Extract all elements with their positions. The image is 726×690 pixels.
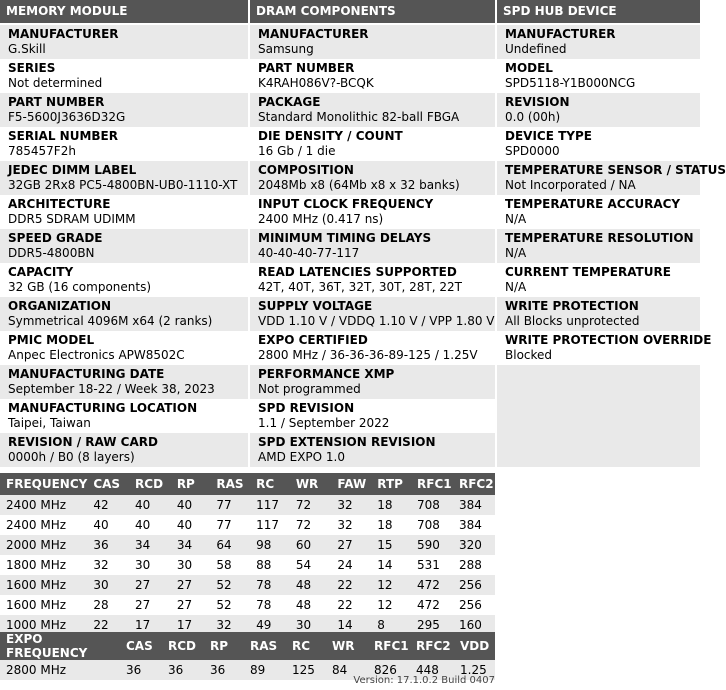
memory-module-field [0,25,248,59]
spd-hub-field-value: 0.0 (00h) [505,110,561,124]
timing-cell: 12 [371,575,411,595]
spd-hub-field-label: CURRENT TEMPERATURE [505,265,671,279]
dram-field-value: 1.1 / September 2022 [258,416,390,430]
timing-cell: 54 [290,555,332,575]
expo-column-header: VDD [454,632,495,660]
memory-module-field-value: 32GB 2Rx8 PC5-4800BN-UB0-1110-XT [8,178,238,192]
timing-row [0,595,495,615]
timing-cell: 22 [331,575,371,595]
dram-field-value: 42T, 40T, 36T, 32T, 30T, 28T, 22T [258,280,462,294]
memory-module-field-value: 0000h / B0 (8 layers) [8,450,135,464]
memory-module-field-value: 785457F2h [8,144,76,158]
timing-column-header: RFC2 [453,473,495,495]
timing-cell: 72 [290,495,332,515]
spd-hub-field-label: TEMPERATURE ACCURACY [505,197,681,211]
dram-field-label: PACKAGE [258,95,321,109]
timing-cell: 24 [331,555,371,575]
spd-hub-field [497,25,700,59]
timing-cell: 64 [210,535,250,555]
memory-module-field-value: G.Skill [8,42,46,56]
dram-field [250,229,495,263]
timing-cell: 77 [210,495,250,515]
timing-row [0,515,495,535]
dram-components-column [250,25,495,467]
expo-column-header: RFC1 [368,632,410,660]
spd-hub-field [497,93,700,127]
memory-module-field-label: PART NUMBER [8,95,105,109]
expo-cell: 2800 MHz [0,660,120,680]
timing-row [0,555,495,575]
timing-cell: 8 [371,615,411,635]
spd-hub-field-value: N/A [505,280,527,294]
expo-column-header: RCD [162,632,204,660]
memory-module-field-value: DDR5 SDRAM UDIMM [8,212,136,226]
spd-hub-field [497,297,700,331]
memory-module-field [0,93,248,127]
memory-module-field [0,331,248,365]
timing-cell: 117 [250,495,290,515]
memory-module-field-value: Not determined [8,76,103,90]
memory-module-field-label: MANUFACTURING LOCATION [8,401,198,415]
memory-module-field-value: Anpec Electronics APW8502C [8,348,185,362]
expo-column-header: CAS [120,632,162,660]
dram-field [250,331,495,365]
header-memory-module: MEMORY MODULE [0,0,248,23]
timing-cell: 42 [87,495,129,515]
expo-cell: 84 [326,660,368,680]
memory-module-field-label: PMIC MODEL [8,333,95,347]
timing-cell: 384 [453,515,495,535]
dram-field [250,297,495,331]
timing-cell: 34 [129,535,171,555]
timing-cell: 472 [411,575,453,595]
memory-module-field [0,433,248,467]
timing-cell: 17 [129,615,171,635]
spd-hub-field-label: WRITE PROTECTION [505,299,639,313]
spd-hub-field-value: Blocked [505,348,553,362]
spd-hub-field [497,229,700,263]
memory-module-field-label: SERIAL NUMBER [8,129,118,143]
dram-field-value: 2800 MHz / 36-36-36-89-125 / 1.25V [258,348,478,362]
timing-row [0,535,495,555]
timing-cell: 88 [250,555,290,575]
timing-cell: 27 [129,595,171,615]
expo-cell: 89 [244,660,286,680]
timing-cell: 1000 MHz [0,615,87,635]
timing-cell: 52 [210,595,250,615]
timing-cell: 14 [371,555,411,575]
timing-cell: 60 [290,535,332,555]
timing-column-header: FREQUENCY [0,473,87,495]
timing-row [0,495,495,515]
memory-module-field-value: F5-5600J3636D32G [8,110,126,124]
timing-cell: 117 [250,515,290,535]
dram-field-label: MINIMUM TIMING DELAYS [258,231,432,245]
timing-column-header: RTP [371,473,411,495]
timing-cell: 18 [371,515,411,535]
timing-column-header: WR [290,473,332,495]
timing-cell: 708 [411,495,453,515]
dram-field-value: 2048Mb x8 (64Mb x8 x 32 banks) [258,178,460,192]
dram-field-value: 16 Gb / 1 die [258,144,336,158]
memory-module-field-value: Symmetrical 4096M x64 (2 ranks) [8,314,213,328]
timing-column-header: RFC1 [411,473,453,495]
memory-module-field-label: SPEED GRADE [8,231,103,245]
timing-cell: 27 [171,595,211,615]
memory-module-field [0,365,248,399]
timing-column-header: RC [250,473,290,495]
dram-field [250,433,495,467]
timing-cell: 2400 MHz [0,495,87,515]
timing-cell: 2000 MHz [0,535,87,555]
dram-field-value: Samsung [258,42,314,56]
dram-field [250,365,495,399]
memory-module-field-value: Taipei, Taiwan [8,416,91,430]
expo-column-header: RFC2 [410,632,454,660]
dram-field-label: SUPPLY VOLTAGE [258,299,373,313]
dram-field [250,161,495,195]
spd-hub-field-value: SPD5118-Y1B000NCG [505,76,636,90]
timing-cell: 1800 MHz [0,555,87,575]
timing-cell: 58 [210,555,250,575]
timing-cell: 30 [87,575,129,595]
timing-cell: 1600 MHz [0,595,87,615]
memory-module-field-label: MANUFACTURER [8,27,119,41]
timing-cell: 384 [453,495,495,515]
spd-hub-field-label: DEVICE TYPE [505,129,592,143]
timing-cell: 40 [171,495,211,515]
memory-module-field [0,127,248,161]
timing-cell: 30 [129,555,171,575]
timing-cell: 18 [371,495,411,515]
expo-cell: 125 [286,660,326,680]
timing-cell: 40 [171,515,211,535]
timing-column-header: RP [171,473,211,495]
timing-cell: 78 [250,575,290,595]
timing-column-header: RAS [210,473,250,495]
timing-cell: 78 [250,595,290,615]
timing-cell: 17 [171,615,211,635]
timing-cell: 2400 MHz [0,515,87,535]
dram-field-label: INPUT CLOCK FREQUENCY [258,197,434,211]
spd-hub-field [497,59,700,93]
dram-field [250,93,495,127]
timing-cell: 27 [171,575,211,595]
memory-module-field-label: CAPACITY [8,265,74,279]
timing-cell: 14 [331,615,371,635]
timing-cell: 12 [371,595,411,615]
timing-column-header: RCD [129,473,171,495]
version-footer: Version: 17.1.0.2 Build 0407 [353,675,495,686]
memory-module-field [0,263,248,297]
expo-column-header: RAS [244,632,286,660]
header-spd-hub: SPD HUB DEVICE [497,0,700,23]
spd-hub-field-label: TEMPERATURE SENSOR / STATUS [505,163,726,177]
timing-cell: 77 [210,515,250,535]
spd-hub-field [497,127,700,161]
timing-cell: 48 [290,595,332,615]
expo-column-header: EXPO FREQUENCY [0,632,120,660]
expo-table [0,632,495,680]
memory-module-field-label: MANUFACTURING DATE [8,367,165,381]
expo-cell: 1.25 [454,660,495,680]
expo-cell: 36 [204,660,244,680]
memory-module-field-value: 32 GB (16 components) [8,280,152,294]
timing-cell: 22 [87,615,129,635]
timing-cell: 52 [210,575,250,595]
timing-cell: 288 [453,555,495,575]
memory-module-field-label: SERIES [8,61,56,75]
memory-module-column [0,25,248,467]
spd-hub-field [497,161,726,195]
spd-hub-field-label: REVISION [505,95,570,109]
memory-module-field [0,297,248,331]
spd-hub-field-value: All Blocks unprotected [505,314,640,328]
spd-hub-field-value: N/A [505,246,527,260]
timing-cell: 48 [290,575,332,595]
timing-column-header: CAS [87,473,129,495]
timing-cell: 320 [453,535,495,555]
timing-cell: 1600 MHz [0,575,87,595]
timing-cell: 36 [87,535,129,555]
dram-field [250,399,495,433]
timing-cell: 472 [411,595,453,615]
spd-hub-field [497,195,700,229]
spd-hub-field [497,263,700,297]
timing-cell: 40 [129,515,171,535]
dram-field-value: VDD 1.10 V / VDDQ 1.10 V / VPP 1.80 V [258,314,495,328]
timing-cell: 256 [453,575,495,595]
spd-hub-field [497,331,712,365]
timing-row [0,575,495,595]
header-dram-components: DRAM COMPONENTS [250,0,495,23]
dram-field [250,195,495,229]
timing-cell: 30 [171,555,211,575]
expo-cell: 826 [368,660,410,680]
memory-module-field-label: REVISION / RAW CARD [8,435,158,449]
memory-module-field-label: ORGANIZATION [8,299,112,313]
memory-module-field-label: JEDEC DIMM LABEL [8,163,137,177]
expo-column-header: WR [326,632,368,660]
dram-field-value: 2400 MHz (0.417 ns) [258,212,384,226]
timing-cell: 15 [371,535,411,555]
spd-hub-field-label: WRITE PROTECTION OVERRIDE [505,333,712,347]
timing-cell: 295 [411,615,453,635]
memory-module-field [0,195,248,229]
timing-column-header: FAW [331,473,371,495]
spd-hub-field-value: N/A [505,212,527,226]
dram-field [250,25,495,59]
spd-hub-filler [497,365,700,467]
dram-field-label: SPD REVISION [258,401,355,415]
timing-cell: 32 [87,555,129,575]
timing-cell: 708 [411,515,453,535]
expo-column-header: RP [204,632,244,660]
dram-field-value: K4RAH086V?-BCQK [258,76,374,90]
timing-cell: 531 [411,555,453,575]
memory-module-field [0,59,248,93]
spd-hub-field-value: SPD0000 [505,144,560,158]
dram-field-label: PART NUMBER [258,61,355,75]
spd-hub-field-label: MANUFACTURER [505,27,616,41]
dram-field-label: PERFORMANCE XMP [258,367,395,381]
timing-cell: 49 [250,615,290,635]
expo-column-header: RC [286,632,326,660]
memory-module-field-label: ARCHITECTURE [8,197,111,211]
dram-field-value: Standard Monolithic 82-ball FBGA [258,110,460,124]
dram-field-label: SPD EXTENSION REVISION [258,435,436,449]
spd-hub-field-value: Undefined [505,42,567,56]
spd-hub-column [497,25,726,467]
dram-field-value: Not programmed [258,382,361,396]
dram-field [250,263,495,297]
dram-field-label: MANUFACTURER [258,27,369,41]
spd-hub-field-label: MODEL [505,61,553,75]
expo-cell: 36 [120,660,162,680]
memory-module-field-value: DDR5-4800BN [8,246,95,260]
timing-cell: 98 [250,535,290,555]
dram-field-value: 40-40-40-77-117 [258,246,360,260]
dram-field-value: AMD EXPO 1.0 [258,450,345,464]
timing-cell: 27 [331,535,371,555]
spd-hub-field-value: Not Incorporated / NA [505,178,636,192]
timing-cell: 40 [129,495,171,515]
timing-cell: 30 [290,615,332,635]
timing-cell: 27 [129,575,171,595]
timing-cell: 28 [87,595,129,615]
memory-module-field [0,161,248,195]
timing-cell: 32 [331,515,371,535]
expo-cell: 36 [162,660,204,680]
dram-field [250,127,495,161]
timing-cell: 22 [331,595,371,615]
memory-module-field [0,399,248,433]
timing-cell: 590 [411,535,453,555]
timing-cell: 34 [171,535,211,555]
timing-cell: 72 [290,515,332,535]
timing-table [0,473,495,635]
timing-cell: 32 [210,615,250,635]
dram-field-label: EXPO CERTIFIED [258,333,368,347]
spd-hub-field-label: TEMPERATURE RESOLUTION [505,231,694,245]
memory-module-field [0,229,248,263]
dram-field [250,59,495,93]
timing-cell: 160 [453,615,495,635]
dram-field-label: READ LATENCIES SUPPORTED [258,265,457,279]
timing-cell: 32 [331,495,371,515]
expo-cell: 448 [410,660,454,680]
dram-field-label: DIE DENSITY / COUNT [258,129,403,143]
memory-module-field-value: September 18-22 / Week 38, 2023 [8,382,215,396]
timing-cell: 40 [87,515,129,535]
timing-cell: 256 [453,595,495,615]
dram-field-label: COMPOSITION [258,163,354,177]
